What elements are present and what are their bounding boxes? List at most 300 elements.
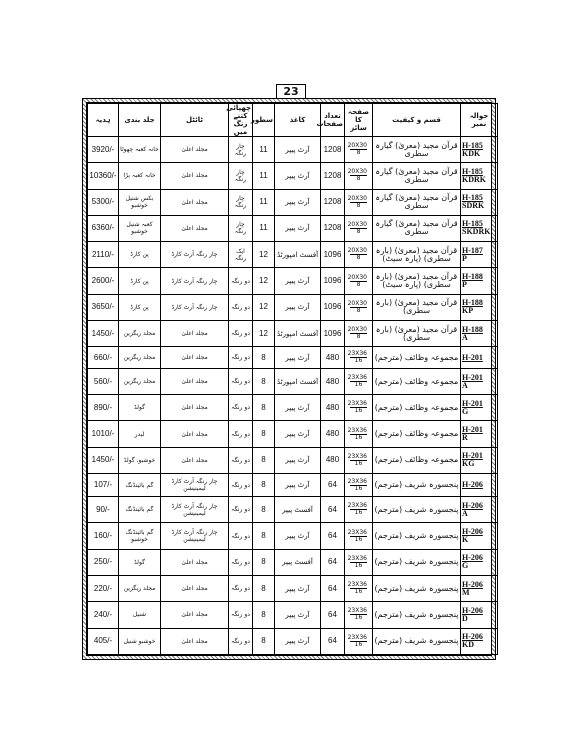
- pages-cell: 1208: [321, 137, 345, 163]
- size-cell: [345, 294, 373, 320]
- description-cell: قرآن مجید (معریٰ) گیارہ سطری: [373, 163, 461, 189]
- price-cell: 6360/-: [88, 215, 119, 241]
- binding-cell: شنیل: [119, 602, 161, 628]
- ref-code: H-201: [462, 425, 483, 435]
- size-bottom: 16: [354, 509, 363, 517]
- size-top: 23X36: [347, 477, 367, 485]
- colors-cell: ایک رنگہ: [229, 242, 253, 268]
- size-cell: [345, 421, 373, 447]
- ref-suffix: R: [462, 433, 468, 443]
- pages-cell: 1096: [321, 268, 345, 294]
- size-cell: [345, 268, 373, 294]
- paper-cell: آرٹ پیپر: [275, 395, 321, 421]
- size-bottom: 16: [354, 535, 363, 543]
- price-cell: 10360/-: [88, 163, 119, 189]
- pages-cell: 64: [321, 628, 345, 654]
- pages-cell: 1208: [321, 163, 345, 189]
- description-cell: مجموعہ وظائف (مترجم): [373, 447, 461, 473]
- ref-cell: [461, 474, 498, 497]
- description-cell: پنجسورہ شریف (مترجم): [373, 628, 461, 654]
- lines-cell: 8: [253, 497, 275, 523]
- header-binding: جلد بندی: [119, 104, 161, 137]
- price-cell: 890/-: [88, 395, 119, 421]
- ref-suffix: KDK: [462, 148, 481, 158]
- size-top: 23X36: [347, 528, 367, 536]
- header-pages: تعداد صفحات: [321, 104, 345, 137]
- paper-cell: آرٹ پیپر: [275, 137, 321, 163]
- lines-cell: 8: [253, 447, 275, 473]
- ref-cell: [461, 628, 498, 654]
- table-row: [88, 320, 498, 346]
- ref-suffix: G: [462, 406, 469, 416]
- lines-cell: 8: [253, 549, 275, 575]
- size-bottom: 16: [354, 484, 363, 492]
- pages-cell: 480: [321, 421, 345, 447]
- description-cell: پنجسورہ شریف (مترجم): [373, 523, 461, 549]
- description-cell: قرآن مجید (معریٰ) گیارہ سطری: [373, 189, 461, 215]
- colors-cell: دو رنگہ: [229, 497, 253, 523]
- colors-cell: دو رنگہ: [229, 294, 253, 320]
- header-ref: حوالہ نمبر: [461, 104, 498, 137]
- pages-cell: 64: [321, 576, 345, 602]
- table-row: [88, 474, 498, 497]
- lines-cell: 12: [253, 320, 275, 346]
- ref-code: H-206: [462, 553, 483, 563]
- ref-cell: [461, 268, 498, 294]
- ref-code: H-206: [462, 480, 483, 490]
- ref-suffix: A: [462, 508, 468, 518]
- size-cell: [345, 602, 373, 628]
- pages-cell: 480: [321, 368, 345, 394]
- description-cell: قرآن مجید (معریٰ) (بارہ سطری): [373, 320, 461, 346]
- price-cell: 660/-: [88, 347, 119, 369]
- table-row: [88, 395, 498, 421]
- paper-cell: آرٹ پیپر: [275, 163, 321, 189]
- table-row: [88, 242, 498, 268]
- size-cell: [345, 137, 373, 163]
- ref-code: H-206: [462, 605, 483, 615]
- header-lines: سطور: [253, 104, 275, 137]
- binding-cell: مجلد ریگزین: [119, 368, 161, 394]
- binding-cell: لیدر: [119, 421, 161, 447]
- size-top: 23X36: [347, 374, 367, 382]
- title-cell: مجلد اعلیٰ: [161, 320, 229, 346]
- header-description: قسم و کیفیت: [373, 104, 461, 137]
- paper-cell: آرٹ پیپر: [275, 523, 321, 549]
- lines-cell: 8: [253, 474, 275, 497]
- table-row: [88, 294, 498, 320]
- table-frame: [82, 98, 496, 660]
- paper-cell: آرٹ پیپر: [275, 215, 321, 241]
- binding-cell: بکس شنیل خوشبو: [119, 189, 161, 215]
- ref-suffix: A: [462, 332, 468, 342]
- ref-cell: [461, 602, 498, 628]
- size-cell: [345, 189, 373, 215]
- price-cell: 250/-: [88, 549, 119, 575]
- lines-cell: 8: [253, 576, 275, 602]
- lines-cell: 8: [253, 421, 275, 447]
- pages-cell: 64: [321, 602, 345, 628]
- table-row: [88, 137, 498, 163]
- lines-cell: 8: [253, 523, 275, 549]
- size-bottom: 8: [356, 306, 361, 314]
- ref-cell: [461, 447, 498, 473]
- ref-suffix: KG: [462, 459, 475, 469]
- title-cell: مجلد اعلیٰ: [161, 576, 229, 602]
- ref-cell: [461, 320, 498, 346]
- binding-cell: خوشبو، گولڈ: [119, 447, 161, 473]
- table-body: [88, 137, 498, 655]
- size-cell: [345, 497, 373, 523]
- colors-cell: دو رنگہ: [229, 447, 253, 473]
- ref-cell: [461, 294, 498, 320]
- paper-cell: آفسٹ امپورٹڈ: [275, 320, 321, 346]
- size-bottom: 8: [356, 227, 361, 235]
- size-cell: [345, 576, 373, 602]
- size-top: 20X30: [347, 220, 367, 228]
- size-top: 23X36: [347, 502, 367, 510]
- lines-cell: 12: [253, 268, 275, 294]
- ref-cell: [461, 215, 498, 241]
- paper-cell: آفسٹ پیپر: [275, 549, 321, 575]
- ref-cell: [461, 163, 498, 189]
- ref-cell: [461, 137, 498, 163]
- binding-cell: مجلد ریگزین: [119, 576, 161, 602]
- lines-cell: 11: [253, 189, 275, 215]
- table-row: [88, 523, 498, 549]
- price-cell: 2600/-: [88, 268, 119, 294]
- ref-suffix: SKDRK: [462, 227, 491, 237]
- paper-cell: آرٹ پیپر: [275, 294, 321, 320]
- size-top: 20X30: [347, 299, 367, 307]
- title-cell: مجلد اعلیٰ: [161, 549, 229, 575]
- table-inner: [86, 102, 492, 656]
- binding-cell: گم بائینڈنگ: [119, 497, 161, 523]
- table-row: [88, 368, 498, 394]
- price-cell: 1450/-: [88, 320, 119, 346]
- ref-code: H-185: [462, 219, 483, 229]
- ref-code: H-185: [462, 193, 483, 203]
- size-top: 23X36: [347, 581, 367, 589]
- size-cell: [345, 447, 373, 473]
- ref-cell: [461, 421, 498, 447]
- paper-cell: آرٹ پیپر: [275, 268, 321, 294]
- price-cell: 240/-: [88, 602, 119, 628]
- lines-cell: 12: [253, 242, 275, 268]
- size-top: 23X36: [347, 350, 367, 358]
- colors-cell: چار رنگہ: [229, 137, 253, 163]
- ref-cell: [461, 368, 498, 394]
- ref-suffix: P: [462, 253, 467, 263]
- table-row: [88, 497, 498, 523]
- description-cell: مجموعہ وظائف (مترجم): [373, 347, 461, 369]
- ref-code: H-201: [462, 398, 483, 408]
- colors-cell: دو رنگہ: [229, 347, 253, 369]
- binding-cell: کعبہ شنیل خوشبو: [119, 215, 161, 241]
- title-cell: مجلد اعلیٰ: [161, 215, 229, 241]
- header-colors: چھپائی کتنے رنگ میں: [226, 104, 251, 136]
- size-bottom: 16: [354, 640, 363, 648]
- lines-cell: 8: [253, 368, 275, 394]
- paper-cell: آفسٹ پیپر: [275, 497, 321, 523]
- binding-cell: خانہ کعبہ چھوٹا: [119, 137, 161, 163]
- size-cell: [345, 474, 373, 497]
- title-cell: مجلد اعلیٰ: [161, 163, 229, 189]
- lines-cell: 11: [253, 137, 275, 163]
- price-cell: 2110/-: [88, 242, 119, 268]
- title-cell: مجلد اعلیٰ: [161, 347, 229, 369]
- size-cell: [345, 320, 373, 346]
- size-cell: [345, 523, 373, 549]
- title-cell: مجلد اعلیٰ: [161, 447, 229, 473]
- colors-cell: دو رنگہ: [229, 523, 253, 549]
- title-cell: چار رنگہ آرٹ کارڈ لیمینیشن: [161, 474, 229, 497]
- binding-cell: پن کارڈ: [119, 268, 161, 294]
- size-cell: [345, 242, 373, 268]
- header-paper: کاغذ: [275, 104, 321, 137]
- size-top: 20X30: [347, 247, 367, 255]
- size-top: 23X36: [347, 400, 367, 408]
- size-cell: [345, 368, 373, 394]
- ref-code: H-185: [462, 166, 483, 176]
- price-cell: 3920/-: [88, 137, 119, 163]
- size-bottom: 8: [356, 333, 361, 341]
- ref-code: H-201: [462, 451, 483, 461]
- colors-cell: چار رنگہ: [229, 189, 253, 215]
- size-top: 20X30: [347, 273, 367, 281]
- colors-cell: چار رنگہ: [229, 163, 253, 189]
- pages-cell: 480: [321, 347, 345, 369]
- pages-cell: 1096: [321, 294, 345, 320]
- description-cell: قرآن مجید (معریٰ) (بارہ سطری): [373, 294, 461, 320]
- pages-cell: 64: [321, 497, 345, 523]
- ref-cell: [461, 242, 498, 268]
- price-cell: 1450/-: [88, 447, 119, 473]
- pages-cell: 480: [321, 395, 345, 421]
- size-bottom: 16: [354, 407, 363, 415]
- ref-cell: [461, 189, 498, 215]
- ref-code: H-187: [462, 245, 483, 255]
- price-cell: 220/-: [88, 576, 119, 602]
- size-bottom: 16: [354, 381, 363, 389]
- header-row: [88, 104, 498, 137]
- pages-cell: 480: [321, 447, 345, 473]
- binding-cell: مجلد ریگزین: [119, 320, 161, 346]
- ref-code: H-206: [462, 527, 483, 537]
- size-top: 20X30: [347, 168, 367, 176]
- size-bottom: 8: [356, 149, 361, 157]
- pages-cell: 1208: [321, 189, 345, 215]
- size-bottom: 16: [354, 459, 363, 467]
- size-cell: [345, 215, 373, 241]
- size-top: 23X36: [347, 452, 367, 460]
- size-cell: [345, 549, 373, 575]
- table-row: [88, 215, 498, 241]
- binding-cell: پن کارڈ: [119, 242, 161, 268]
- description-cell: پنجسورہ شریف (مترجم): [373, 497, 461, 523]
- title-cell: مجلد اعلیٰ: [161, 395, 229, 421]
- pages-cell: 1096: [321, 320, 345, 346]
- paper-cell: آفسٹ امپورٹڈ: [275, 242, 321, 268]
- ref-suffix: KDRK: [462, 174, 486, 184]
- size-bottom: 16: [354, 561, 363, 569]
- table-row: [88, 628, 498, 654]
- description-cell: پنجسورہ شریف (مترجم): [373, 549, 461, 575]
- title-cell: چار رنگہ آرٹ کارڈ: [161, 242, 229, 268]
- size-cell: [345, 163, 373, 189]
- table-row: [88, 447, 498, 473]
- binding-cell: خوشبو شنیل: [119, 628, 161, 654]
- colors-cell: دو رنگہ: [229, 268, 253, 294]
- description-cell: پنجسورہ شریف (مترجم): [373, 576, 461, 602]
- binding-cell: گم بائینڈنگ خوشبو: [119, 523, 161, 549]
- price-cell: 405/-: [88, 628, 119, 654]
- title-cell: چار رنگہ آرٹ کارڈ لیمینیشن: [161, 523, 229, 549]
- description-cell: قرآن مجید (معریٰ) گیارہ سطری: [373, 137, 461, 163]
- ref-cell: [461, 347, 498, 369]
- ref-cell: [461, 549, 498, 575]
- ref-suffix: M: [462, 587, 470, 597]
- lines-cell: 8: [253, 347, 275, 369]
- ref-code: H-201: [462, 352, 483, 362]
- size-top: 20X30: [347, 326, 367, 334]
- ref-code: H-201: [462, 372, 483, 382]
- table-row: [88, 602, 498, 628]
- pages-cell: 64: [321, 474, 345, 497]
- size-bottom: 16: [354, 614, 363, 622]
- binding-cell: گولڈ: [119, 395, 161, 421]
- table-row: [88, 189, 498, 215]
- lines-cell: 11: [253, 163, 275, 189]
- ref-cell: [461, 523, 498, 549]
- price-cell: 107/-: [88, 474, 119, 497]
- paper-cell: آرٹ پیپر: [275, 189, 321, 215]
- ref-cell: [461, 395, 498, 421]
- table-row: [88, 549, 498, 575]
- table-row: [88, 347, 498, 369]
- ref-suffix: D: [462, 613, 468, 623]
- price-cell: 560/-: [88, 368, 119, 394]
- colors-cell: دو رنگہ: [229, 421, 253, 447]
- description-cell: قرآن مجید (معریٰ) گیارہ سطری: [373, 215, 461, 241]
- pages-cell: 64: [321, 523, 345, 549]
- title-cell: مجلد اعلیٰ: [161, 137, 229, 163]
- paper-cell: آرٹ پیپر: [275, 447, 321, 473]
- lines-cell: 8: [253, 395, 275, 421]
- size-top: 23X36: [347, 554, 367, 562]
- description-cell: مجموعہ وظائف (مترجم): [373, 421, 461, 447]
- size-cell: [345, 395, 373, 421]
- price-cell: 5300/-: [88, 189, 119, 215]
- description-cell: قرآن مجید (معریٰ) (بارہ سطری) (پارہ سیٹ): [373, 268, 461, 294]
- size-top: 20X30: [347, 194, 367, 202]
- lines-cell: 11: [253, 215, 275, 241]
- title-cell: مجلد اعلیٰ: [161, 421, 229, 447]
- header-size: صفحہ کا سائز: [345, 104, 373, 137]
- ref-code: H-206: [462, 500, 483, 510]
- pages-cell: 64: [321, 549, 345, 575]
- colors-cell: دو رنگہ: [229, 602, 253, 628]
- title-cell: چار رنگہ آرٹ کارڈ: [161, 268, 229, 294]
- ref-suffix: K: [462, 535, 469, 545]
- ref-suffix: A: [462, 380, 468, 390]
- colors-cell: دو رنگہ: [229, 474, 253, 497]
- title-cell: چار رنگہ آرٹ کارڈ: [161, 294, 229, 320]
- paper-cell: آرٹ پیپر: [275, 576, 321, 602]
- size-cell: [345, 628, 373, 654]
- binding-cell: گولڈ: [119, 549, 161, 575]
- binding-cell: مجلد ریگزین: [119, 347, 161, 369]
- table-row: [88, 576, 498, 602]
- price-cell: 90/-: [88, 497, 119, 523]
- title-cell: مجلد اعلیٰ: [161, 602, 229, 628]
- paper-cell: آفسٹ امپورٹڈ: [275, 368, 321, 394]
- binding-cell: خانہ کعبہ بڑا: [119, 163, 161, 189]
- ref-suffix: KP: [462, 306, 474, 316]
- title-cell: چار رنگہ آرٹ کارڈ لیمینیشن: [161, 497, 229, 523]
- header-title: ٹائٹل: [161, 104, 229, 137]
- binding-cell: پن کارڈ: [119, 294, 161, 320]
- title-cell: مجلد اعلیٰ: [161, 628, 229, 654]
- ref-cell: [461, 497, 498, 523]
- description-cell: مجموعہ وظائف (مترجم): [373, 395, 461, 421]
- price-cell: 1010/-: [88, 421, 119, 447]
- size-bottom: 8: [356, 201, 361, 209]
- table-row: [88, 163, 498, 189]
- ref-code: H-185: [462, 140, 483, 150]
- size-bottom: 8: [356, 175, 361, 183]
- ref-code: H-188: [462, 272, 483, 282]
- size-top: 23X36: [347, 426, 367, 434]
- colors-cell: دو رنگہ: [229, 320, 253, 346]
- paper-cell: آرٹ پیپر: [275, 602, 321, 628]
- colors-cell: دو رنگہ: [229, 628, 253, 654]
- title-cell: مجلد اعلیٰ: [161, 189, 229, 215]
- ref-suffix: KD: [462, 640, 474, 650]
- size-bottom: 16: [354, 433, 363, 441]
- size-top: 23X36: [347, 633, 367, 641]
- size-top: 23X36: [347, 607, 367, 615]
- size-cell: [345, 347, 373, 369]
- paper-cell: آرٹ پیپر: [275, 628, 321, 654]
- colors-cell: دو رنگہ: [229, 395, 253, 421]
- lines-cell: 8: [253, 628, 275, 654]
- catalog-table: [87, 103, 498, 655]
- description-cell: قرآن مجید (معریٰ) (بارہ سطری) (پارہ سیٹ): [373, 242, 461, 268]
- ref-code: H-206: [462, 579, 483, 589]
- price-cell: 160/-: [88, 523, 119, 549]
- description-cell: مجموعہ وظائف (مترجم): [373, 368, 461, 394]
- size-bottom: 16: [354, 357, 363, 365]
- size-bottom: 8: [356, 254, 361, 262]
- colors-cell: دو رنگہ: [229, 549, 253, 575]
- description-cell: پنجسورہ شریف (مترجم): [373, 602, 461, 628]
- ref-suffix: P: [462, 280, 467, 290]
- paper-cell: آرٹ پیپر: [275, 474, 321, 497]
- lines-cell: 12: [253, 294, 275, 320]
- pages-cell: 1208: [321, 215, 345, 241]
- size-top: 20X30: [347, 142, 367, 150]
- colors-cell: دو رنگہ: [229, 368, 253, 394]
- lines-cell: 8: [253, 602, 275, 628]
- header-price: ہدیہ: [88, 104, 119, 137]
- description-cell: پنجسورہ شریف (مترجم): [373, 474, 461, 497]
- ref-cell: [461, 576, 498, 602]
- colors-cell: دو رنگہ: [229, 576, 253, 602]
- price-cell: 3650/-: [88, 294, 119, 320]
- size-bottom: 8: [356, 280, 361, 288]
- title-cell: مجلد اعلیٰ: [161, 368, 229, 394]
